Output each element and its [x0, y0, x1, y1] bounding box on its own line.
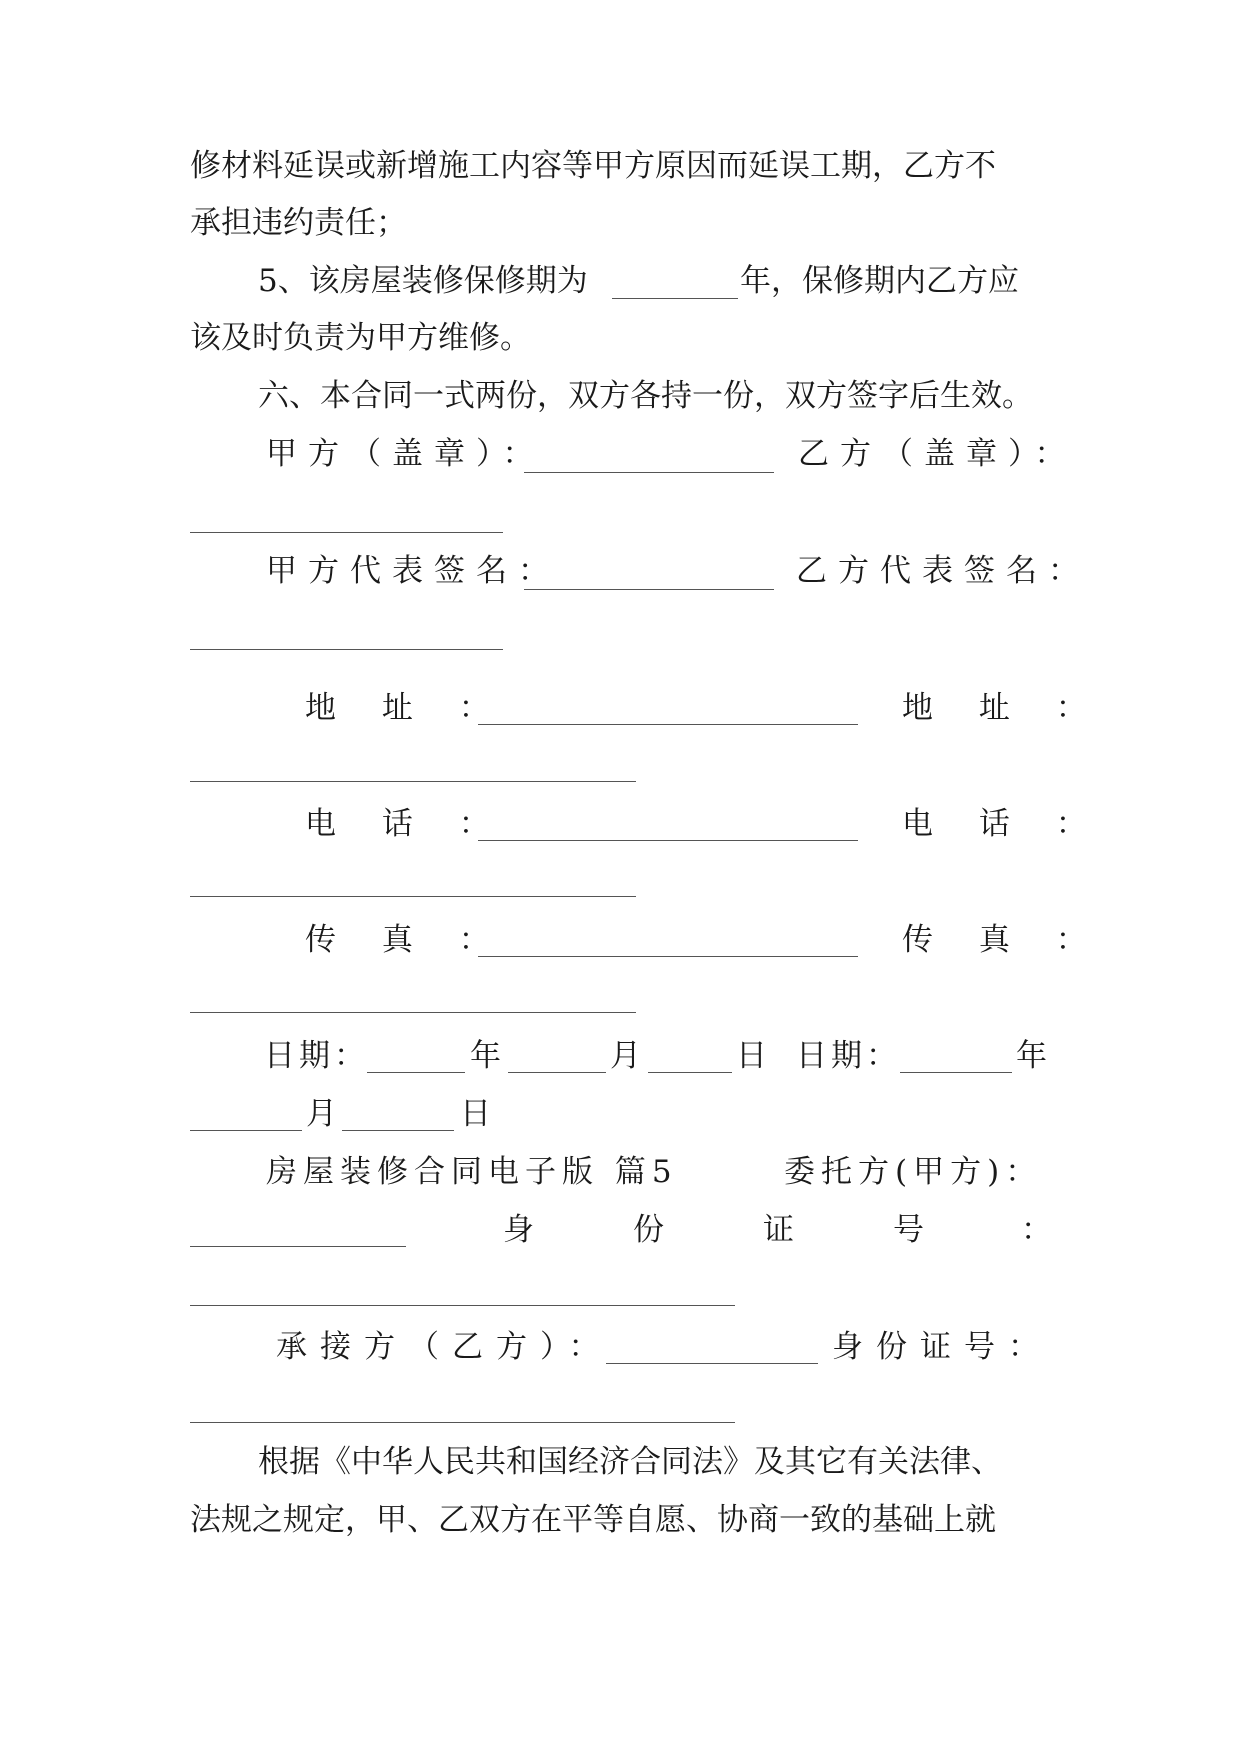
id-number-label-char: 证 [763, 1212, 794, 1248]
party-a-phone-label: 电 话 ： [305, 806, 508, 842]
party-b-day-blank [342, 1130, 454, 1131]
party-a-rep-blank [524, 589, 774, 590]
contractor-name-blank [606, 1363, 818, 1364]
paragraph-line: 该及时负责为甲方维修。 [190, 320, 531, 356]
year-label: 年 [1016, 1038, 1047, 1074]
party-b-month-blank [190, 1130, 302, 1131]
client-name-blank [190, 1246, 406, 1247]
id-number-label-char: 号 [893, 1212, 924, 1248]
warranty-clause: 5、该房屋装修保修期为 [258, 263, 588, 299]
party-a-fax-blank [478, 956, 858, 957]
party-b-phone-label: 电 话 ： [902, 806, 1105, 842]
contractor-id-label: 身份证号： [832, 1329, 1052, 1365]
party-b-rep-label: 乙方代表签名： [796, 553, 1090, 589]
party-b-seal-blank [190, 532, 503, 533]
contractor-id-blank [190, 1422, 735, 1423]
day-label: 日 [736, 1038, 767, 1074]
month-label: 月 [306, 1096, 337, 1132]
id-number-label-char: 份 [633, 1212, 664, 1248]
paragraph-line: 修材料延误或新增施工内容等甲方原因而延误工期，乙方不 [190, 148, 996, 184]
party-a-phone-blank [478, 840, 858, 841]
day-label: 日 [460, 1096, 491, 1132]
party-a-address-blank [478, 724, 858, 725]
party-a-day-blank [648, 1072, 732, 1073]
party-b-phone-blank [190, 896, 636, 897]
party-b-seal-label: 乙方（盖章）： [798, 436, 1077, 472]
party-a-fax-label: 传 真 ： [305, 922, 508, 958]
warranty-years-blank [612, 298, 738, 299]
paragraph-line: 承担违约责任； [190, 205, 407, 241]
party-b-year-blank [900, 1072, 1012, 1073]
client-label: 委托方(甲方)： [784, 1154, 1043, 1190]
body-paragraph-line: 根据《中华人民共和国经济合同法》及其它有关法律、 [258, 1444, 1002, 1480]
party-a-seal-label: 甲方（盖章）： [266, 436, 545, 472]
party-b-fax-blank [190, 1012, 636, 1013]
month-label: 月 [610, 1038, 641, 1074]
party-a-date-label: 日期： [264, 1038, 369, 1074]
party-a-month-blank [508, 1072, 606, 1073]
effect-clause: 六、本合同一式两份，双方各持一份，双方签字后生效。 [258, 378, 1033, 414]
party-b-fax-label: 传 真 ： [902, 922, 1105, 958]
section-heading: 房屋装修合同电子版 篇5 [266, 1154, 678, 1190]
party-a-rep-label: 甲方代表签名： [266, 553, 560, 589]
party-b-address-blank [190, 781, 636, 782]
contractor-label: 承接方（乙方）： [276, 1329, 613, 1365]
party-a-seal-blank [524, 472, 774, 473]
body-paragraph-line: 法规之规定，甲、乙双方在平等自愿、协商一致的基础上就 [190, 1502, 996, 1538]
client-id-blank [190, 1305, 735, 1306]
id-number-label-char: 身 [503, 1212, 534, 1248]
id-number-label-char: ： [1021, 1212, 1052, 1248]
warranty-clause-cont: 年，保修期内乙方应 [740, 263, 1019, 299]
party-a-year-blank [367, 1072, 465, 1073]
party-b-rep-blank [190, 649, 503, 650]
party-b-address-label: 地 址 ： [902, 690, 1105, 726]
party-a-address-label: 地 址 ： [305, 690, 508, 726]
year-label: 年 [470, 1038, 501, 1074]
party-b-date-label: 日期： [796, 1038, 901, 1074]
